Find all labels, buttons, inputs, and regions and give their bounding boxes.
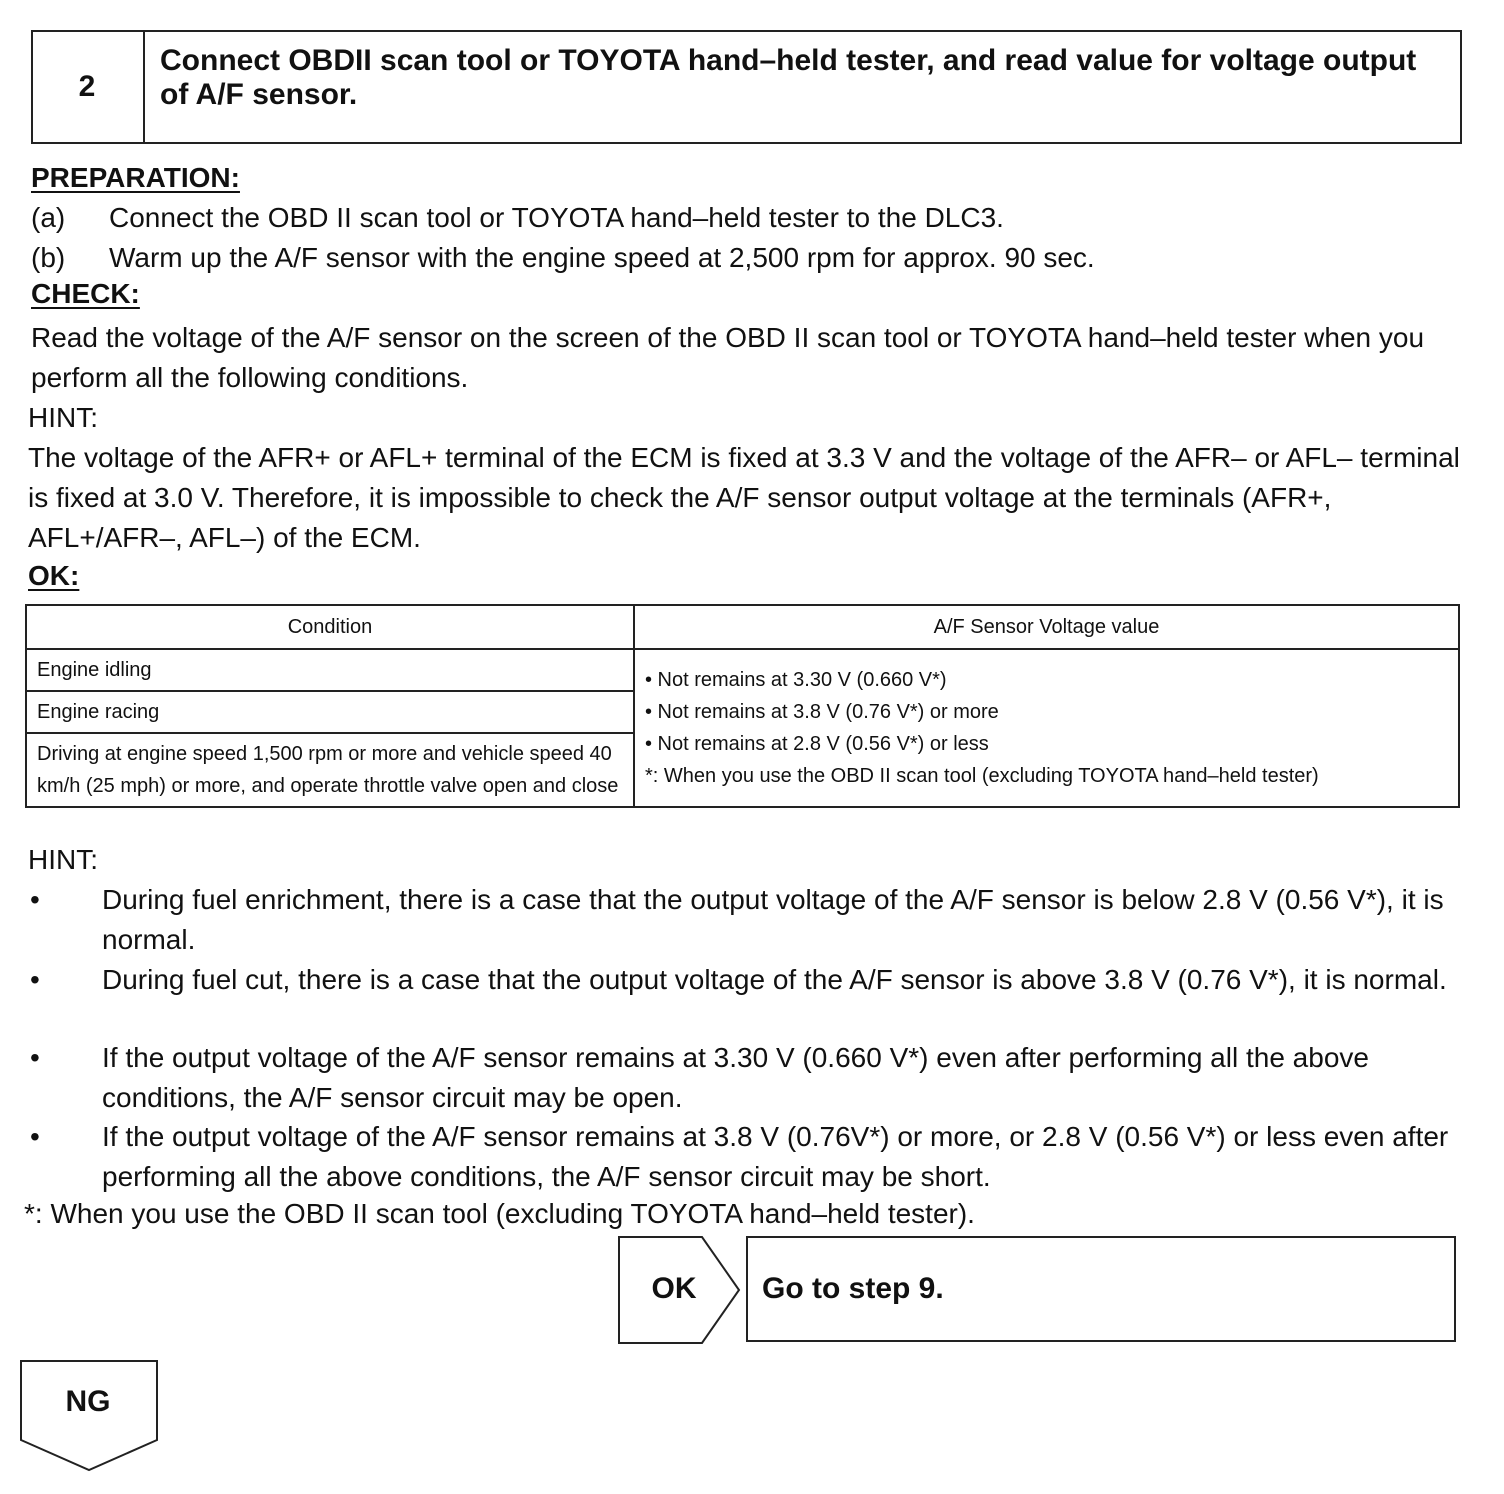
item-label: (b) [31, 242, 66, 273]
condition-cell: Engine idling [26, 649, 634, 691]
ok-heading: OK: [28, 560, 80, 591]
item-text: Warm up the A/F sensor with the engine speed at 2,500 rpm for approx. 90 sec. [109, 242, 1095, 273]
bullet-icon: • [30, 1042, 40, 1073]
bullet-text: During fuel cut, there is a case that the output voltage of the A/F sensor is above 3.8 V (0.76 V*), it is normal. [102, 964, 1447, 995]
list-item [30, 880, 1460, 960]
bullet-icon: • [30, 1121, 40, 1152]
check-text: Read the voltage of the A/F sensor on the screen of the OBD II scan tool or TOYOTA hand–held tester when you perform all the following conditions. [31, 322, 1425, 393]
item-text: Connect the OBD II scan tool or TOYOTA hand–held tester to the DLC3. [109, 202, 1004, 233]
preparation-item-b [31, 238, 1461, 278]
voltage-value: • Not remains at 3.30 V (0.660 V*) [645, 669, 947, 691]
table-header-condition: Condition [26, 605, 634, 649]
bullet-text: During fuel enrichment, there is a case that the output voltage of the A/F sensor is below 2.8 V (0.56 V*), it is normal. [102, 884, 1444, 955]
ok-result-label: OK [651, 1272, 697, 1305]
step-number: 2 [31, 30, 145, 144]
hint-text: The voltage of the AFR+ or AFL+ terminal of the ECM is fixed at 3.3 V and the voltage of the AFR– or AFL– terminal is fixed at 3.0 V. Therefore, it is impossible to check the A/F sensor output voltage at the terminals (AFR+, AFL+/AFR–, AFL–) of the ECM. [28, 442, 1460, 553]
preparation-heading: PREPARATION: [31, 162, 240, 193]
ng-result-label: NG [65, 1385, 111, 1418]
bullet-text: If the output voltage of the A/F sensor remains at 3.30 V (0.660 V*) even after performing all the above conditions, the A/F sensor circuit may be open. [102, 1042, 1369, 1113]
bullet-text: If the output voltage of the A/F sensor remains at 3.8 V (0.76V*) or more, or 2.8 V (0.56 V*) or less even after performing all the above conditions, the A/F sensor circuit may be short. [102, 1121, 1449, 1192]
voltage-values-cell [634, 649, 1459, 807]
hint2-label: HINT: [28, 844, 98, 875]
condition-cell: Engine racing [26, 691, 634, 733]
ok-spec-table [25, 604, 1460, 808]
ok-action-text: Go to step 9. [762, 1272, 944, 1305]
table-header-voltage: A/F Sensor Voltage value [634, 605, 1459, 649]
hint-label: HINT: [28, 402, 98, 433]
condition-cell: Driving at engine speed 1,500 rpm or more and vehicle speed 40 km/h (25 mph) or more, and operate throttle valve open and close [26, 733, 634, 807]
bullet-icon: • [30, 964, 40, 995]
hint2-footnote: *: When you use the OBD II scan tool (excluding TOYOTA hand–held tester). [24, 1198, 975, 1229]
list-item [30, 1117, 1460, 1197]
list-item [30, 1038, 1460, 1118]
list-item [30, 960, 1460, 1040]
item-label: (a) [31, 202, 66, 233]
voltage-value: • Not remains at 2.8 V (0.56 V*) or less [645, 733, 989, 755]
bullet-icon: • [30, 884, 40, 915]
voltage-value: • Not remains at 3.8 V (0.76 V*) or more [645, 701, 999, 723]
voltage-footnote: *: When you use the OBD II scan tool (excluding TOYOTA hand–held tester) [645, 765, 1319, 787]
check-heading: CHECK: [31, 278, 140, 309]
preparation-item-a [31, 198, 1461, 238]
ok-action-box [746, 1236, 1456, 1342]
step-title: Connect OBDII scan tool or TOYOTA hand–held tester, and read value for voltage output of A/F sensor. [160, 44, 1417, 111]
